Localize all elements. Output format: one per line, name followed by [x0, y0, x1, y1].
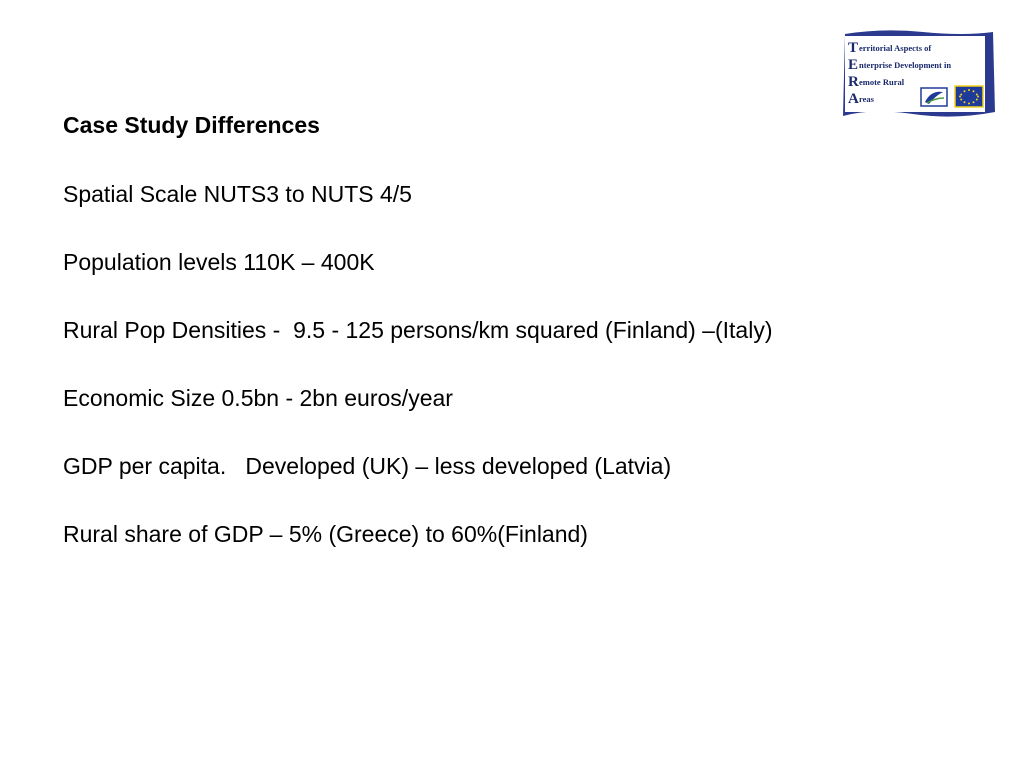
logo-initial-t: T	[848, 40, 859, 56]
eu-flag-icon	[955, 86, 983, 107]
body-line-population-levels: Population levels 110K – 400K	[63, 249, 375, 275]
slide-title: Case Study Differences	[63, 112, 320, 138]
body-line-economic-size: Economic Size 0.5bn - 2bn euros/year	[63, 385, 453, 411]
tera-logo	[843, 28, 995, 118]
body-line-gdp-per-capita: GDP per capita. Developed (UK) – less developed (Latvia)	[63, 453, 672, 479]
logo-initial-r: R	[848, 74, 859, 90]
body-line-rural-pop-densities: Rural Pop Densities - 9.5 - 125 persons/km squared (Finland) –(Italy)	[63, 317, 773, 343]
logo-row-4: reas	[859, 94, 874, 104]
logo-row-2: nterprise Development in	[859, 60, 952, 70]
leaf-icon	[921, 88, 947, 106]
tera-logo-graphic	[843, 28, 995, 118]
logo-initial-e: E	[848, 57, 859, 73]
logo-row-3: emote Rural	[859, 77, 905, 87]
logo-row-1: erritorial Aspects of	[859, 43, 932, 53]
body-line-spatial-scale: Spatial Scale NUTS3 to NUTS 4/5	[63, 181, 412, 207]
logo-initial-a: A	[848, 91, 859, 107]
body-line-rural-share-gdp: Rural share of GDP – 5% (Greece) to 60%(Finland)	[63, 521, 588, 547]
